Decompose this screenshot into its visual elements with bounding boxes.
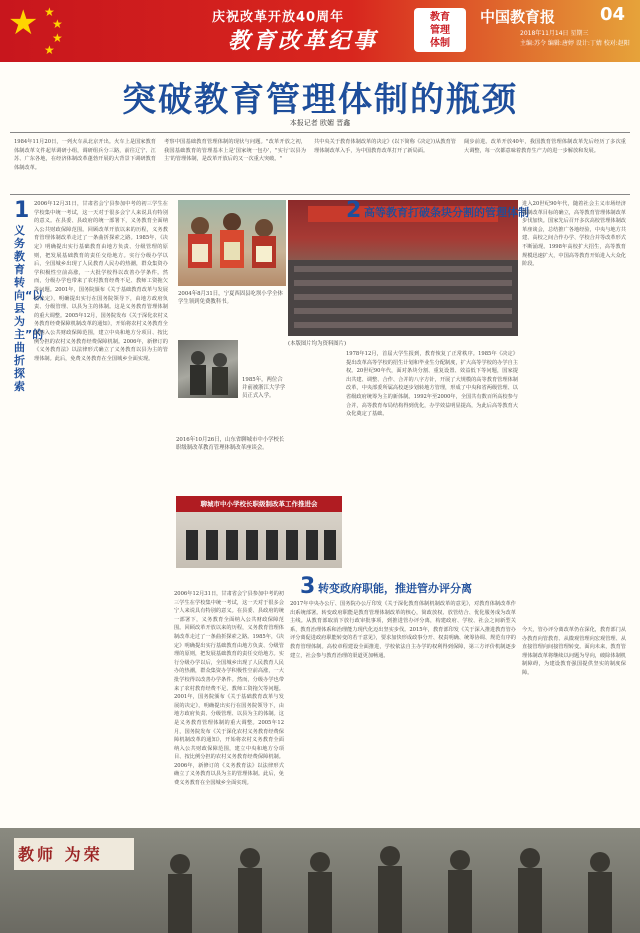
- small-star-icon: ★: [44, 5, 55, 19]
- small-star-icon: ★: [52, 31, 63, 45]
- large-star-icon: ★: [8, 3, 39, 43]
- section-3-number: 3: [300, 574, 316, 599]
- intro-paragraph: 考察中国基础教育管理体制的现状与问题。"改革开放之初，我国基础教育的管理基本上是'国家统一包办'，"实行'以县为主'的管理体制，是改革开放后的又一次重大突破。": [164, 139, 306, 163]
- section-3-title: 转变政府职能，推进管办评分离: [318, 582, 472, 595]
- intro-paragraph: 1984年11月20日，一列火车从北京开出。火车上是国家教育体制改革文件起草调研小组，调研组兵分三路，前往辽宁、江苏、广东各地，在经济体制改革蓬勃开展的大背景下调研教育体制改革。: [14, 139, 156, 171]
- badge-line: 体制: [430, 38, 450, 49]
- section-1-body-cont: 2006年12月31日，甘肃省会宁县参加中考的初三学生在学校集中统一考试，这一天对于很多会宁人来说具有特别的意义。在县委、县政府的统一部署下，义务教育全面纳入公共财政保障范围。回顾改革开放以来的历程，义务教育管理体制改革走过了一条曲折探索之路。1985年，《决定》明确提出实行基础教育由地方负责、分级管理的原则，把发展基础教育的责任交给地方。实行分级办学以后，全国城乡出现了人民教育人民办的热潮，群众集资办学积极性空前高涨，一大批学校得以改善办学条件。然而，分级办学也带来了农村教育经费不足、教师工资拖欠等问题。2001年，国务院颁布《关于基础教育改革与发展的决定》，明确提出实行在国务院领导下，由地方政府负责、分级管理、以县为主的体制。这是义务教育管理体制的重大调整。2005年12月，国务院发布《关于深化农村义务教育经费保障机制改革的通知》，开始将农村义务教育全面纳入公共财政保障范围，建立中央和地方分项目、按比例分担的农村义务教育经费保障机制。2006年，新修订的《义务教育法》以法律形式确立了义务教育以县为主的管理体制。此后，免费义务教育在全国城乡全面实现。: [174, 591, 284, 787]
- section-1-number: 1: [14, 198, 30, 223]
- strip-slogan: 教师 为荣: [18, 845, 103, 864]
- issue-date: 2018年11月14日 星期三: [520, 30, 589, 37]
- badge-line: 管理: [430, 25, 450, 36]
- small-star-icon: ★: [44, 43, 55, 57]
- divider: [10, 132, 630, 133]
- intro-paragraph: 共中央关于教育体制改革的决定》(以下简称《决定》)从教育管理体制改革入手，为中国教育改革打开了新局面。: [314, 139, 456, 154]
- bottom-photo-strip: [0, 828, 640, 933]
- page-number: 04: [600, 4, 626, 25]
- editor-credits: 主编:苏令 编辑:唐婷 设计:丁婧 校对:赵阳: [520, 40, 630, 47]
- small-star-icon: ★: [52, 17, 63, 31]
- section-3-body: 2017年中央办公厅、国务院办公厅印发《关于深化教育体制机制改革的意见》，对教育体制改革作出系统部署。转变政府职能是教育管理体制改革的核心，简政放权、放管结合、优化服务成为改革主线。从教育部取消下放行政审批事项，到推进管办评分离，构建政府、学校、社会之间新型关系，教育治理体系和治理能力现代化迈出坚实步伐。2015年，教育部印发《关于深入推进教育管办评分离促进政府职能转变的若干意见》，要求加快形成政事分开、权责明确、统筹协调、规范有序的教育管理体制。高校章程建设全面推进，学校依法自主办学的权利得到保障，第三方评价机制逐步建立，社会参与教育治理的渠道更加畅通。: [290, 601, 516, 659]
- photo-2-caption: 1985年，两位合并前被浙江大学学员正式入学。: [242, 377, 286, 399]
- archive-illustration: [178, 340, 238, 398]
- page-headline: 突破教育管理体制的瓶颈: [122, 80, 518, 120]
- section-3-body-right: 今天，管办评分离改革仍在深化，教育部门从办教育向管教育、从微观管理向宏观管理、从直接管理向间接管理转变。面向未来，教育管理体制改革将继续以问题为导向，破除体制机制障碍，为建设教育强国提供坚实的制度保障。: [522, 627, 626, 676]
- photo-3-caption: 2016年10月26日，山东省聊城市中小学校长职级制改革教育管理体制改革座谈会。: [176, 437, 285, 451]
- students-illustration: [178, 200, 286, 286]
- section-2-number: 2: [346, 198, 362, 223]
- badge-line: 教育: [430, 12, 450, 23]
- intro-paragraph: 阔步前进。改革开放40年，我国教育管理体制改革先后经历了多次重大调整，每一次都意味着教育生产力的进一步解放和发展。: [464, 139, 626, 154]
- auditorium-photo: [288, 200, 518, 336]
- topic-badge: [414, 8, 466, 52]
- meeting-photo: [176, 496, 342, 568]
- meeting-banner: 聊城市中小学校长职级制改革工作推进会: [200, 500, 318, 508]
- divider: [10, 194, 630, 195]
- byline: 本报记者 欧媚 晋鑫: [289, 119, 351, 127]
- photo-1-caption: 2004年8月31日，宁夏西固县吃坝小学全体学生领到免费教科书。: [178, 291, 283, 305]
- photo-credit: (本版图片均为资料图片): [288, 341, 347, 347]
- anniversary-slogan: 庆祝改革开放40周年: [212, 10, 345, 25]
- section-2-body-right: 进入20世纪90年代，随着社会主义市场经济体制改革目标的确立，高等教育管理体制改革步伐加快。国家先后召开多次高校管理体制改革座谈会，总结推广各地经验，中央与地方共建、高校之间合作办学、学校合并等改革形式不断涌现。1998年高校扩大招生，高等教育规模迅速扩大，中国高等教育开始进入大众化阶段。: [522, 201, 626, 268]
- students-books-photo: [178, 200, 286, 286]
- series-title: 教育改革纪事: [228, 28, 379, 54]
- archive-photo: [178, 340, 238, 398]
- section-1-body: 2006年12月31日，甘肃省会宁县参加中考的初三学生在学校集中统一考试，这一天对于很多会宁人来说具有特别的意义。在县委、县政府的统一部署下，义务教育全面纳入公共财政保障范围。回顾改革开放以来的历程，义务教育管理体制改革走过了一条曲折探索之路。1985年，《决定》明确提出实行基础教育由地方负责、分级管理的原则，把发展基础教育的责任交给地方。实行分级办学以后，全国城乡出现了人民教育人民办的热潮，群众集资办学积极性空前高涨，一大批学校得以改善办学条件。然而，分级办学也带来了农村教育经费不足、教师工资拖欠等问题。2001年，国务院颁布《关于基础教育改革与发展的决定》，明确提出实行在国务院领导下，由地方政府负责、分级管理、以县为主的体制。这是义务教育管理体制的重大调整。2005年12月，国务院发布《关于深化农村义务教育经费保障机制改革的通知》，开始将农村义务教育全面纳入公共财政保障范围，建立中央和地方分项目、按比例分担的农村义务教育经费保障机制。2006年，新修订的《义务教育法》以法律形式确立了义务教育以县为主的管理体制。此后，免费义务教育在全国城乡全面实现。: [34, 201, 168, 362]
- section-2-body: 1978年12月，首届大学生报到，教育恢复了正常秩序。1985年《决定》提出改革高等学校的招生计划和毕业生分配制度，扩大高等学校的办学自主权。20世纪90年代，面对条块分割、重复设置、效益低下等问题，国家提出共建、调整、合作、合并的八字方针，开展了大规模的高等教育管理体制改革，中央部委所属高校逐步划转地方管理，形成了中央和省两级管理、以省级政府统筹为主的新体制。1992年至2000年，全国共有数百所高校参与合并，高等教育布局结构得到优化，办学效益明显提高，为此后高等教育大众化奠定了基础。: [346, 351, 518, 418]
- auditorium-illustration: [288, 200, 518, 336]
- newspaper-name: 中国教育报: [480, 8, 556, 26]
- section-1-title: 义务教育转向“以县为主”的曲折探索: [14, 224, 44, 393]
- section-2-title: 高等教育打破条块分割的管理体制: [364, 206, 529, 219]
